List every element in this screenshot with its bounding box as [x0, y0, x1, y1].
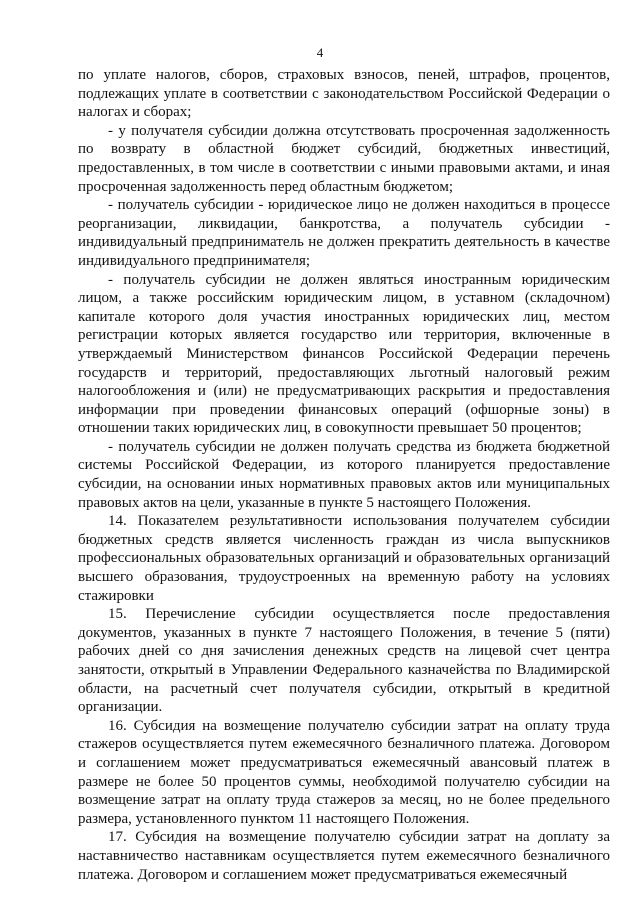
paragraph-16: 16. Субсидия на возмещение получателю субсидии затрат на оплату труда стажеров осуществляется путем ежемесячного безналичного платежа. Договором и соглашением может предусматриваться ежемесячный авансовый платеж в размере не более 50 процентов суммы, необходимой получателю субсидии на возмещение затрат на оплату труда стажеров за месяц, но не более предельного размера, установленного пунктом 11 настоящего Положения. — [78, 717, 610, 827]
paragraph-15: 15. Перечисление субсидии осуществляется после предоставления документов, указанных в пункте 7 настоящего Положения, в течение 5 (пяти) рабочих дней со дня зачисления денежных средств на лицевой счет центра занятости, открытый в Управлении Федерального казначейства по Владимирской области, на расчетный счет получателя субсидии, открытый в кредитной организации. — [78, 606, 610, 716]
paragraph-17: 17. Субсидия на возмещение получателю субсидии затрат на доплату за наставничество наставникам осуществляется путем ежемесячного безналичного платежа. Договором и соглашением может предусматриваться ежемесячный — [78, 829, 610, 883]
paragraph-no-reorganization: - получатель субсидии - юридическое лицо не должен находиться в процессе реорганизации, ликвидации, банкротства, а получатель субсидии - индивидуальный предприниматель не должен прекратить деятельность в качестве индивидуального предпринимателя; — [78, 197, 610, 269]
paragraph-14: 14. Показателем результативности использования получателем субсидии бюджетных средств является численность граждан из числа выпускников профессиональных образовательных организаций и образовательных организаций высшего образования, трудоустроенных на временную работу на условиях стажировки — [78, 513, 610, 604]
paragraph-no-other-funds: - получатель субсидии не должен получать средства из бюджета бюджетной системы Российской Федерации, из которого планируется предоставление субсидии, на основании иных нормативных правовых актов или муниципальных правовых актов на цели, указанные в пункте 5 настоящего Положения. — [78, 438, 610, 511]
paragraph-not-foreign: - получатель субсидии не должен являться иностранным юридическим лицом, а также российским юридическим лицом, в уставном (складочном) капитале которого доля участия иностранных юридических лиц, местом регистрации которых является государство или территория, включенные в утверждаемый Министерством финансов Российской Федерации перечень государств и территорий, предоставляющих льготный налоговый режим налогообложения и (или) не предусматривающих раскрытия и предоставления информации при проведении финансовых операций (офшорные зоны) в отношении таких юридических лиц, в совокупности превышает 50 процентов; — [78, 271, 610, 437]
page-number: 4 — [316, 45, 324, 60]
paragraph-continuation: по уплате налогов, сборов, страховых взносов, пеней, штрафов, процентов, подлежащих уплате в соответствии с законодательством Российской Федерации о налогах и сборах; — [78, 67, 610, 121]
paragraph-no-debt: - у получателя субсидии должна отсутствовать просроченная задолженность по возврату в областной бюджет субсидий, бюджетных инвестиций, предоставленных, в том числе в соответствии с иными правовыми актами, и иная просроченная задолженность перед областным бюджетом; — [78, 122, 610, 195]
document-body — [78, 66, 610, 884]
